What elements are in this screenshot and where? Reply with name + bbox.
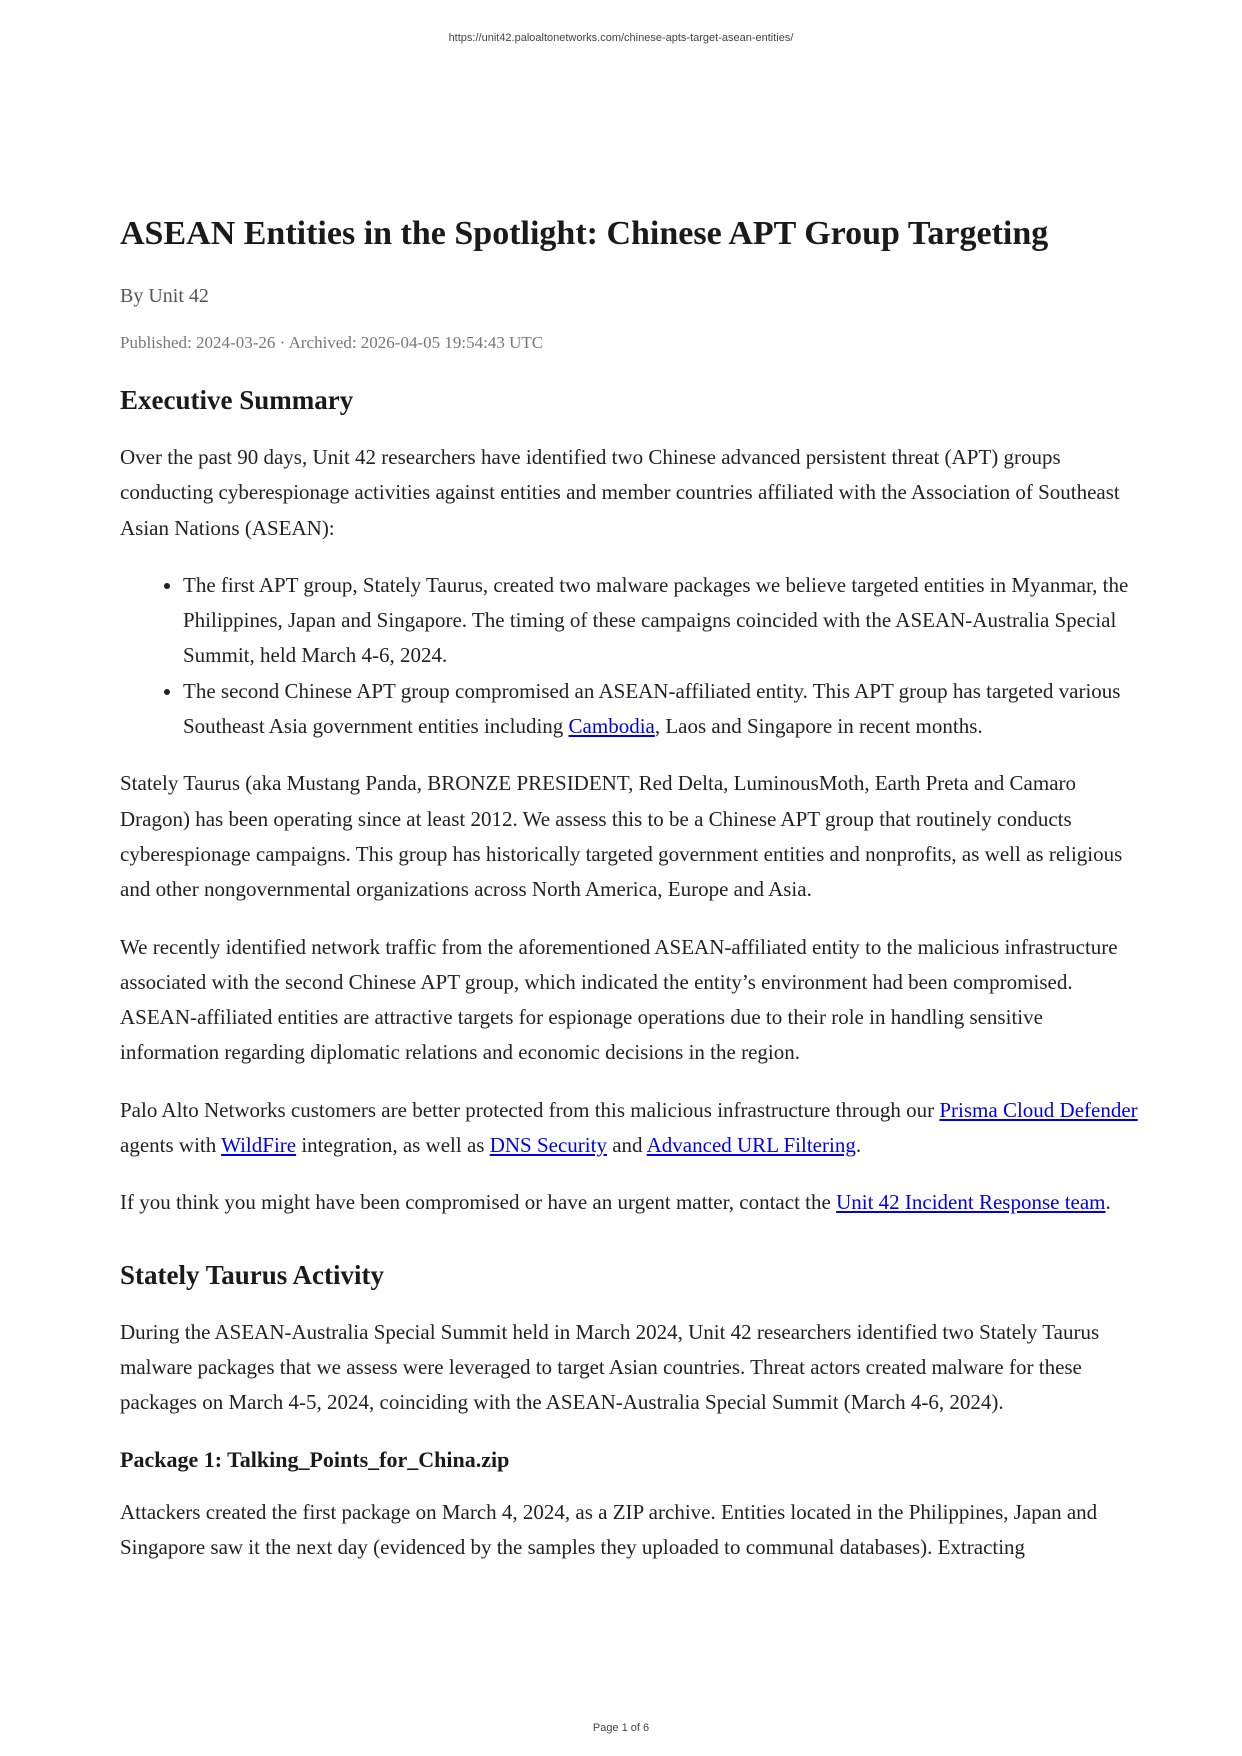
paragraph: Stately Taurus (aka Mustang Panda, BRONZE PRESIDENT, Red Delta, LuminousMoth, Earth Preta and Camaro Dragon) has been operating since at least 2012. We assess this to be a Chinese APT group that routinely conducts cyberespionage campaigns. This group has historically targeted government entities and nonprofits, as well as religious and other nongovernmental organizations across North America, Europe and Asia. xyxy=(120,771,1123,902)
heading-stately-taurus: Stately Taurus Activity xyxy=(120,1259,385,1290)
link-wildfire[interactable]: WildFire xyxy=(221,1133,297,1158)
paragraph: During the ASEAN-Australia Special Summit held in March 2024, Unit 42 researchers identified two Stately Taurus malware packages that we assess were leveraged to target Asian countries. Threat actors created malware for these packages on March 4-5, 2024, coinciding with the ASEAN-Australia Special Summit (March 4-6, 2024). xyxy=(120,1319,1100,1415)
text: Palo Alto Networks customers are better protected from this malicious infrastructure through our xyxy=(120,1097,940,1122)
publish-meta: Published: 2024-03-26 · Archived: 2026-04-05 19:54:43 UTC xyxy=(120,333,544,352)
list-item: • The first APT group, Stately Taurus, created two malware packages we believe targeted entities in Myanmar, the Philippines, Japan and Singapore. The timing of these campaigns coincided with the ASEAN-Australia Special Summit, held March 4-6, 2024. xyxy=(183,568,1138,674)
page-number: Page 1 of 6 xyxy=(592,1722,650,1734)
link-dns-security[interactable]: DNS Security xyxy=(489,1133,607,1158)
text: . xyxy=(1105,1190,1111,1215)
link-incident-response[interactable]: Unit 42 Incident Response team xyxy=(836,1190,1106,1215)
bullet-list xyxy=(120,568,1138,744)
text: . xyxy=(855,1133,862,1158)
article-title: ASEAN Entities in the Spotlight: Chinese APT Group Targeting xyxy=(120,215,1049,252)
text: agents with xyxy=(120,1133,222,1158)
link-cambodia[interactable]: Cambodia xyxy=(568,714,655,739)
heading-package-1: Package 1: Talking_Points_for_China.zip xyxy=(120,1446,510,1472)
paragraph: Over the past 90 days, Unit 42 researchers have identified two Chinese advanced persistent threat (APT) groups conducting cyberespionage activities against entities and member countries affiliated with the Association of Southeast Asian Nations (ASEAN): xyxy=(120,445,1120,540)
text: integration, as well as xyxy=(296,1133,490,1158)
paragraph: We recently identified network traffic from the aforementioned ASEAN-affiliated entity to the malicious infrastructure associated with the second Chinese APT group, which indicated the entity’s environment had been compromised. ASEAN-affiliated entities are attractive targets for espionage operations due to their role in handling sensitive information regarding diplomatic relations and economic decisions in the region. xyxy=(120,934,1118,1065)
list-item xyxy=(183,674,1138,745)
link-advanced-url-filtering[interactable]: Advanced URL Filtering xyxy=(646,1133,856,1158)
text: , Laos and Singapore in recent months. xyxy=(654,714,983,739)
paragraph: Attackers created the first package on March 4, 2024, as a ZIP archive. Entities located in the Philippines, Japan and Singapore saw it the next day (evidenced by the samples they uploaded to communal databases). Extracting xyxy=(120,1499,1098,1559)
text: and xyxy=(606,1133,647,1158)
byline: By Unit 42 xyxy=(120,285,209,307)
article xyxy=(120,212,1138,1587)
text: If you think you might have been compromised or have an urgent matter, contact the xyxy=(120,1190,837,1215)
link-prisma-cloud-defender[interactable]: Prisma Cloud Defender xyxy=(939,1097,1138,1122)
page-url: https://unit42.paloaltonetworks.com/chinese-apts-target-asean-entities/ xyxy=(448,32,794,44)
heading-executive-summary: Executive Summary xyxy=(120,385,354,415)
paragraph xyxy=(120,1093,1138,1164)
text: The second Chinese APT group compromised an ASEAN-affiliated entity. This APT group has targeted various Southeast Asia government entities including xyxy=(183,678,1121,739)
paragraph xyxy=(120,1185,1138,1220)
